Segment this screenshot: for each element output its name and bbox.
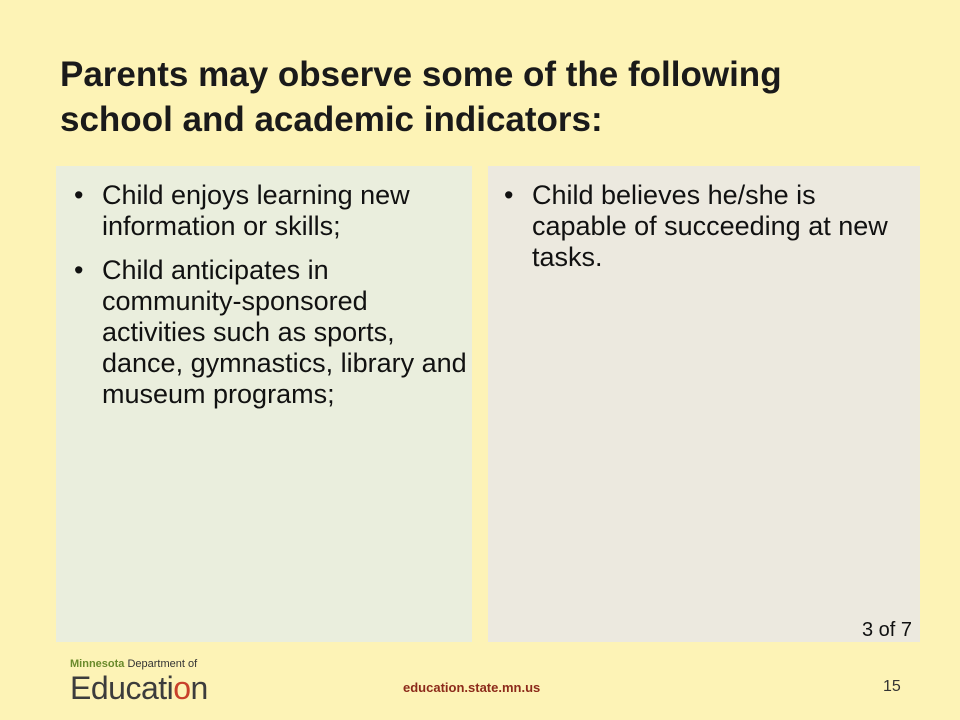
bullet-icon: • xyxy=(504,180,514,210)
bullet-icon: • xyxy=(74,255,84,285)
list-item xyxy=(72,180,468,242)
logo-wordmark xyxy=(70,671,220,705)
list-item xyxy=(502,180,912,273)
bullet-icon: • xyxy=(74,180,84,210)
bullet-text: Child believes he/she is capable of succeeding at new tasks. xyxy=(532,180,888,272)
left-content-panel xyxy=(56,166,472,642)
logo-word-part1: Educati xyxy=(70,670,174,706)
title-line-1: Parents may observe some of the following xyxy=(60,55,782,94)
right-content-panel xyxy=(488,166,920,642)
slide-number: 15 xyxy=(883,678,901,695)
page-count: 3 of 7 xyxy=(861,619,912,641)
website-link[interactable]: education.state.mn.us xyxy=(403,680,541,695)
apple-icon: o xyxy=(173,670,191,706)
bullet-text: Child enjoys learning new information or skills; xyxy=(102,180,410,241)
logo-word-part2: n xyxy=(190,670,208,706)
bullet-text: Child anticipates in community-sponsored activities such as sports, dance, gymnastics, library and museum programs; xyxy=(102,255,467,409)
title-line-2: school and academic indicators: xyxy=(60,100,603,139)
slide-title xyxy=(60,52,920,142)
left-bullet-list xyxy=(72,180,468,423)
mde-logo xyxy=(70,658,220,708)
logo-state: Minnesota xyxy=(70,658,125,670)
list-item xyxy=(72,255,468,410)
right-bullet-list xyxy=(502,180,912,286)
logo-dept: Department of xyxy=(127,658,198,670)
